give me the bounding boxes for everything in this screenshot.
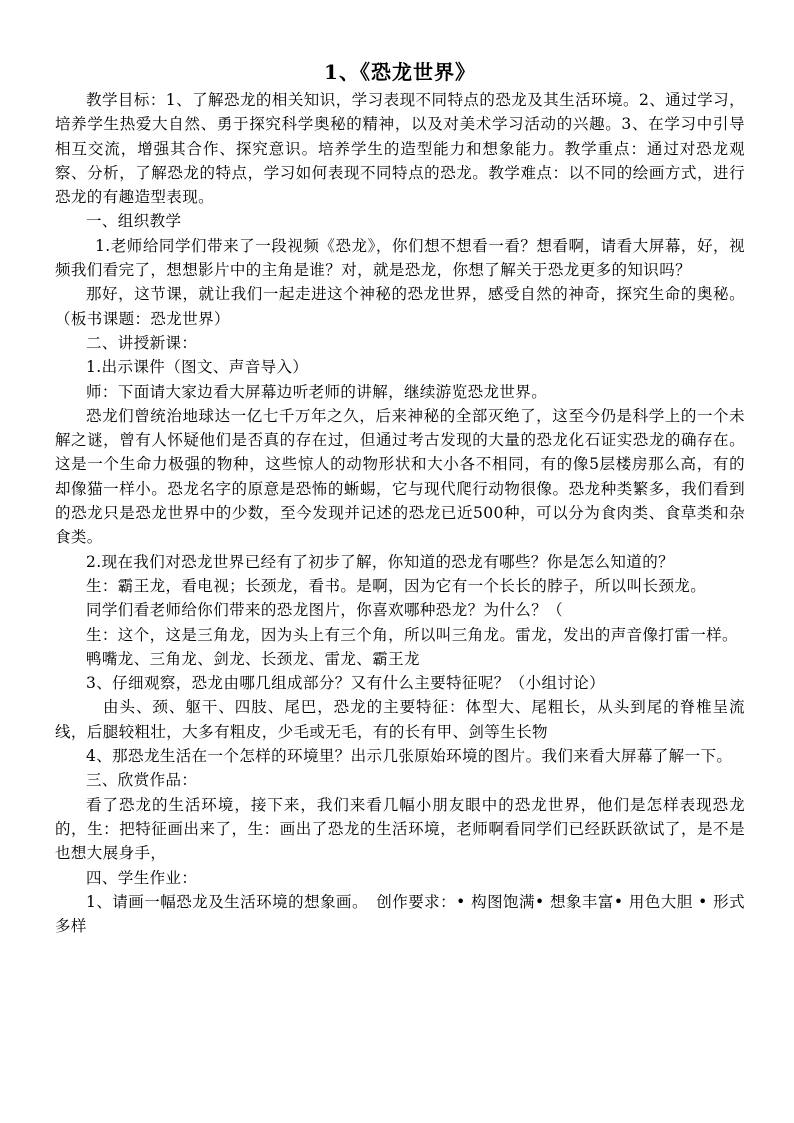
dinosaur-list: 鸭嘴龙、三角龙、剑龙、长颈龙、雷龙、霸王龙 (86, 649, 420, 668)
teacher-speech-paragraph: 师：下面请大家边看大屏幕边听老师的讲解，继续游览恐龙世界。 (86, 382, 548, 401)
features-paragraph: 由头、颈、躯干、四肢、尾巴，恐龙的主要特征：体型大、尾粗长，从头到尾的脊椎呈流线，后腿较粗壮，大多有粗皮，少毛或无毛，有的长有甲、剑等生长物 (55, 698, 745, 741)
homework-paragraph: 1、请画一幅恐龙及生活环境的想象画。 创作要求：• 构图饱满• 想象丰富• 用色大胆 • 形式多样 (55, 892, 745, 936)
appreciate-paragraph: 看了恐龙的生活环境，接下来，我们来看几幅小朋友眼中的恐龙世界，他们是怎样表现恐龙的，生：把特征画出来了，生：画出了恐龙的生活环境，老师啊看同学们已经跃跃欲试了，是不是也想大展身手， (55, 795, 745, 863)
section-heading-homework: 四、学生作业： (86, 868, 198, 887)
video-intro-paragraph: 1.老师给同学们带来了一段视频《恐龙》，你们想不想看一看？想看啊，请看大屏幕，好，视频我们看完了，想想影片中的主角是谁？对，就是恐龙，你想了解关于恐龙更多的知识吗？ (55, 236, 745, 280)
student-answer-2: 生：这个，这是三角龙，因为头上有三个角，所以叫三角龙。雷龙，发出的声音像打雷一样。 (86, 625, 738, 644)
dinosaur-facts-paragraph: 恐龙们曾统治地球达一亿七千万年之久，后来神秘的全部灭绝了，这至今仍是科学上的一个未解之谜，曾有人怀疑他们是否真的存在过，但通过考古发现的大量的恐龙化石证实恐龙的确存在。这是一个生命力极强的物种，这些惊人的动物形状和大小各不相同，有的像5层楼房那么高，有的却像猫一样小。恐龙名字的原意是恐怖的蜥蜴，它与现代爬行动物很像。恐龙种类繁多，我们看到的恐龙只是恐龙世界中的少数，至今发现并记述的恐龙已近500种，可以分为食肉类、食草类和杂食类。 (55, 406, 745, 547)
environment-paragraph: 4、那恐龙生活在一个怎样的环境里？出示几张原始环境的图片。我们来看大屏幕了解一下。 (86, 747, 733, 766)
dinosaur-pictures-question: 同学们看老师给你们带来的恐龙图片，你喜欢哪种恐龙？为什么？（ (86, 601, 564, 620)
question-known-dinosaurs: 2.现在我们对恐龙世界已经有了初步了解，你知道的恐龙有哪些？你是怎么知道的？ (86, 552, 674, 571)
section-heading-appreciate: 三、欣赏作品： (86, 771, 198, 790)
document-page (55, 58, 745, 938)
document-title: 1、《恐龙世界》 (324, 60, 476, 84)
teaching-objectives-paragraph: 教学目标：1、了解恐龙的相关知识，学习表现不同特点的恐龙及其生活环境。2、通过学习，培养学生热爱大自然、勇于探究科学奥秘的精神，以及对美术学习活动的兴趣。3、在学习中引导相互交流，增强其合作、探究意识。培养学生的造型能力和想象能力。教学重点：通过对恐龙观察、分析，了解恐龙的特点，学习如何表现不同特点的恐龙。教学难点：以不同的绘画方式，进行恐龙的有趣造型表现。 (55, 91, 745, 207)
section-heading-new-lesson: 二、讲授新课： (86, 333, 198, 352)
observation-question: 3、仔细观察，恐龙由哪几组成部分？又有什么主要特征呢？（小组讨论） (86, 674, 606, 693)
student-answer-1: 生：霸王龙，看电视；长颈龙，看书。是啊，因为它有一个长长的脖子，所以叫长颈龙。 (86, 576, 707, 595)
section-heading-organize: 一、组织教学 (86, 212, 182, 231)
courseware-item: 1.出示课件（图文、声音导入） (86, 358, 309, 377)
lesson-title-paragraph: 那好，这节课，就让我们一起走进这个神秘的恐龙世界，感受自然的神奇，探究生命的奥秘。（板书课题：恐龙世界） (55, 285, 745, 328)
